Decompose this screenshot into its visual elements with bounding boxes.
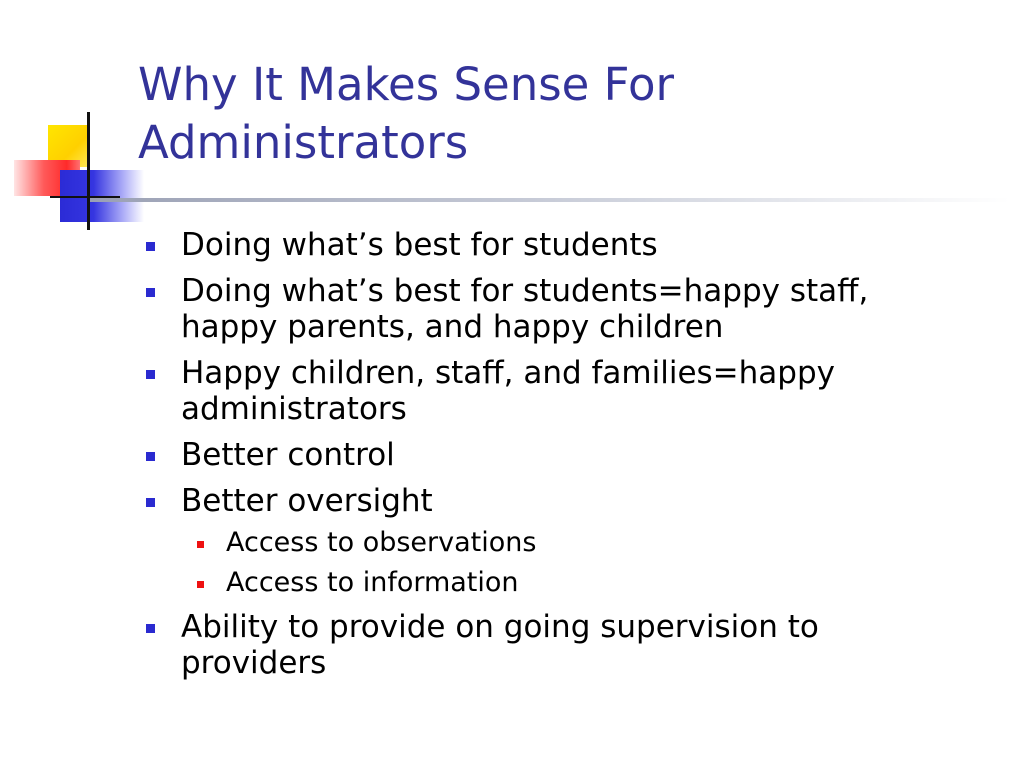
bullet-item	[145, 483, 1005, 519]
square-bullet-icon	[146, 624, 155, 633]
title-underline	[90, 198, 1010, 202]
slide-title	[138, 56, 998, 172]
bullet-item	[145, 227, 1005, 263]
square-bullet-icon	[146, 452, 155, 461]
square-bullet-icon	[146, 288, 155, 297]
decorative-vertical-line	[87, 112, 90, 230]
bullet-text-line: Happy children, staff, and families=happy	[181, 355, 835, 391]
bullet-text-line: providers	[181, 645, 327, 681]
square-bullet-icon	[146, 242, 155, 251]
title-line-1: Why It Makes Sense For	[138, 58, 674, 111]
square-bullet-icon	[146, 370, 155, 379]
bullet-text-line: Better oversight	[181, 483, 433, 519]
bullet-text-line: Better control	[181, 437, 395, 473]
bullet-item	[145, 437, 1005, 473]
bullet-item	[145, 609, 1005, 681]
sub-bullet-item	[145, 527, 1005, 559]
bullet-list	[145, 227, 1005, 691]
bullet-text-line: Doing what’s best for students=happy staff,	[181, 273, 869, 309]
sub-bullet-text: Access to information	[226, 567, 519, 598]
bullet-text-line: happy parents, and happy children	[181, 309, 724, 345]
small-square-bullet-icon	[197, 581, 204, 588]
bullet-text-line: Doing what’s best for students	[181, 227, 658, 263]
bullet-item	[145, 273, 1005, 345]
sub-bullet-item	[145, 567, 1005, 599]
bullet-text-line: Ability to provide on going supervision to	[181, 609, 819, 645]
small-square-bullet-icon	[197, 541, 204, 548]
sub-bullet-text: Access to observations	[226, 527, 537, 558]
bullet-text-line: administrators	[181, 391, 407, 427]
bullet-item	[145, 355, 1005, 427]
title-line-2: Administrators	[138, 116, 469, 169]
square-bullet-icon	[146, 498, 155, 507]
